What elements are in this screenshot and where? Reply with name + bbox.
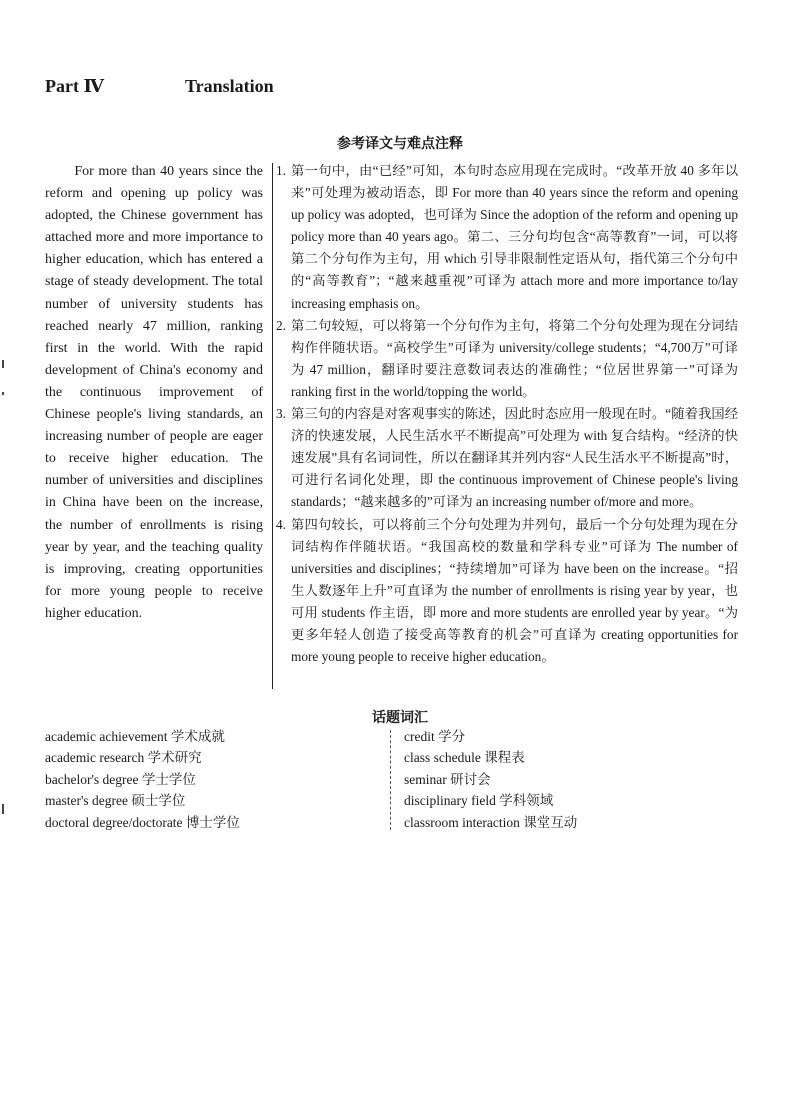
column-divider — [272, 163, 273, 689]
vocabulary-item: credit 学分 — [404, 729, 466, 744]
scan-edge-mark — [2, 392, 4, 395]
vocabulary-item: seminar 研讨会 — [404, 771, 491, 787]
vocabulary-item: bachelor's degree 学士学位 — [45, 771, 196, 787]
note-text: 第二句较短，可以将第一个分句作为主句，将第二个分句处理为现在分词结构作伴随状语。“高校学生”可译为 university/college students；“4,700万”可译为 47 million，翻译时要注意数词表达的准确性；“位居世界第一”可译为 ranking first in the world/topping the world。 — [291, 317, 738, 399]
vocabulary-item: master's degree 硕士学位 — [45, 793, 186, 809]
vocabulary-item: academic research 学术研究 — [45, 750, 202, 766]
note-number: 3. — [276, 406, 286, 422]
vocabulary-item: disciplinary field 学科领域 — [404, 793, 554, 809]
note-number: 1. — [276, 163, 286, 178]
note-number: 2. — [276, 317, 286, 333]
vocabulary-item: class schedule 课程表 — [404, 750, 525, 766]
vocabulary-item: doctoral degree/doctorate 博士学位 — [45, 814, 240, 830]
vocabulary-item: academic achievement 学术成就 — [45, 729, 225, 744]
scan-edge-mark — [2, 804, 4, 814]
scan-edge-mark — [2, 360, 4, 368]
note-number: 4. — [276, 516, 286, 532]
part-label: Part Ⅳ — [45, 76, 104, 96]
note-text: 第一句中，由“已经”可知，本句时态应用现在完成时。“改革开放 40 多年以来”可处理为被动语态，即 For more than 40 years since the reform and opening up policy was adopted，也可译为 Since the adoption of the reform and opening up policy more than 40 years ago。第二、三分句均包含“高等教育”一词，可以将第二个分句作为主句，用 which 引导非限制性定语从句，指代第三个分句中的“高等教育”；“越来越重视”可译为 attach more and more importance to/lay increasing emphasis on。 — [291, 163, 738, 311]
vocabulary-item: classroom interaction 课堂互动 — [404, 814, 578, 830]
note-text: 第四句较长，可以将前三个分句处理为并列句，最后一个分句处理为现在分词结构作伴随状语。“我国高校的数量和学科专业”可译为 The number of universities and disciplines；“持续增加”可译为 have been on the increase。“招生人数逐年上升”可直译为 the number of enrollments is rising year by year，也可用 students 作主语，即 more and more students are enrolled year by year。“为更多年轻人创造了接受高等教育的机会”可直译为 creating opportunities for more young people to receive higher education。 — [291, 516, 738, 665]
part-title: Translation — [185, 76, 274, 96]
notes-list — [276, 160, 738, 668]
part-heading — [45, 76, 274, 97]
vocabulary-list-right — [404, 726, 577, 833]
reference-translation: For more than 40 years since the reform and opening up policy was adopted, the Chinese government has attached more and more importance to higher education, which has entered a stage of steady development. The total number of university students has reached nearly 47 million, ranking first in the world. With the rapid development of China's economy and the continuous improvement of Chinese people's living standards, an increasing number of people are eager to receive higher education. The number of universities and disciplines in China have been on the increase, the number of enrollments is rising year by year, and the teaching quality is improving, creating opportunities for more young people to receive higher education. — [45, 164, 263, 621]
vocabulary-section-title: 话题词汇 — [372, 710, 428, 726]
reference-section-title: 参考译文与难点注释 — [337, 136, 463, 152]
note-item — [276, 403, 738, 513]
note-text: 第三句的内容是对客观事实的陈述，因此时态应用一般现在时。“随着我国经济的快速发展，人民生活水平不断提高”可处理为 with 复合结构。“经济的快速发展”具有名词词性，所以在翻译其并列内容“人民生活水平不断提高”时，可进行名词化处理，即 the continuous improvement of Chinese people's living standards；“越来越多的”可译为 an increasing number of/more and more。 — [291, 406, 738, 510]
note-item — [276, 160, 738, 315]
vocabulary-list-left — [45, 726, 240, 833]
vocabulary-divider — [390, 730, 391, 830]
note-item — [276, 514, 738, 669]
note-item — [276, 315, 738, 403]
